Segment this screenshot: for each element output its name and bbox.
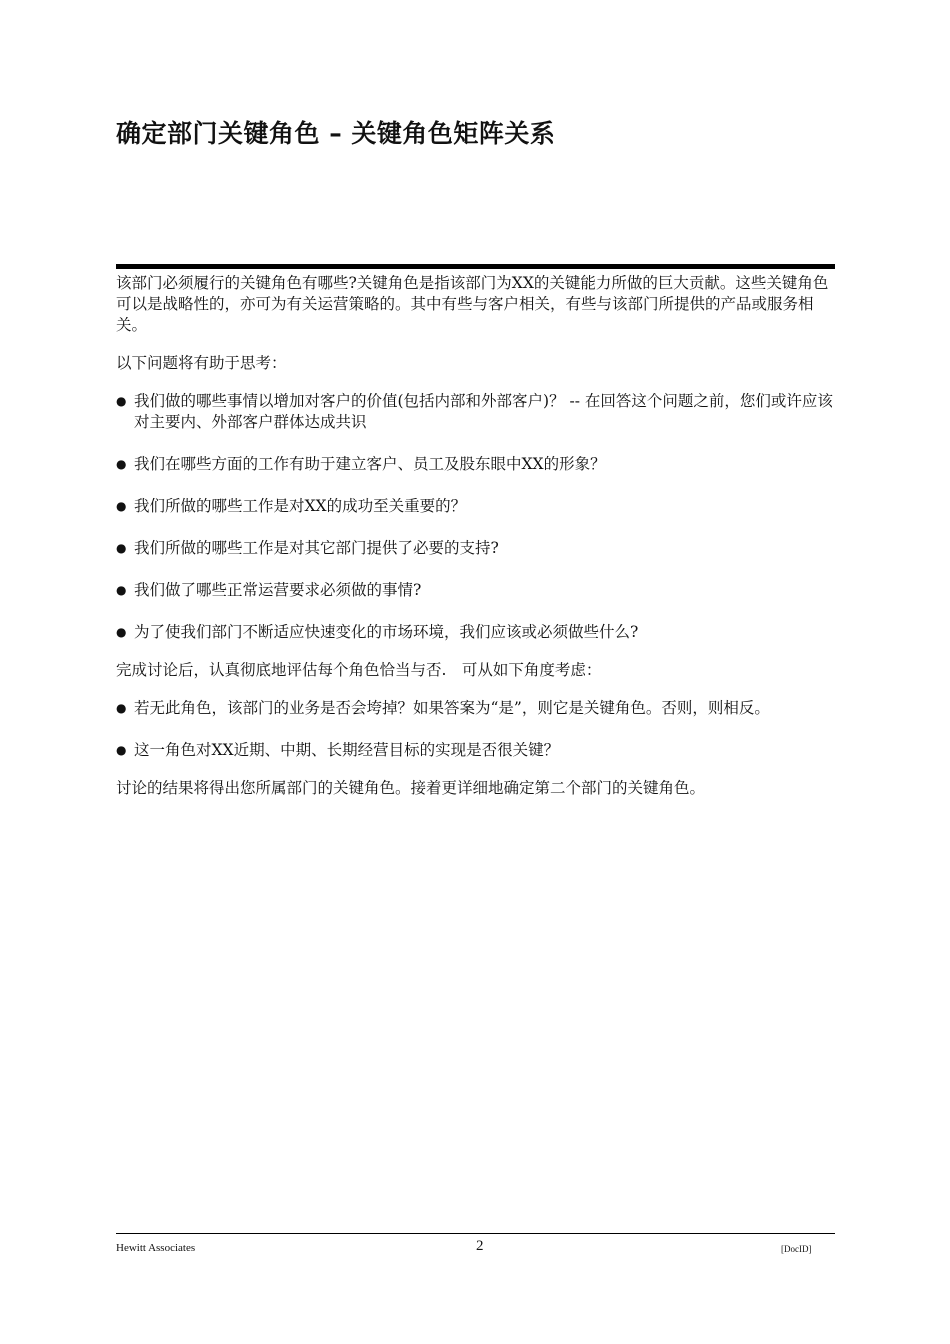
after-discussion-paragraph: 完成讨论后，认真彻底地评估每个角色恰当与否. 可从如下角度考虑：: [116, 661, 602, 679]
question-text: 我们做的哪些事情以增加对客户的价值(包括内部和外部客户)？ -- 在回答这个问题之前，您们或许应该对主要内、外部客户群体达成共识: [134, 392, 833, 431]
footer-company: Hewitt Associates: [116, 1242, 196, 1254]
bullet-icon: ●: [116, 583, 127, 597]
footer-doc-id: [DocID]: [781, 1244, 812, 1254]
list-item: [116, 580, 838, 601]
intro-paragraph: 该部门必须履行的关键角色有哪些?关键角色是指该部门为XX的关键能力所做的巨大贡献。这些关键角色可以是战略性的，亦可为有关运营策略的。其中有些与客户相关，有些与该部门所提供的产品或服务相关。: [116, 274, 829, 334]
list-item: [116, 622, 838, 643]
question-text: 为了使我们部门不断适应快速变化的市场环境，我们应该或必须做些什么?: [134, 623, 639, 641]
list-item: [116, 698, 838, 719]
title-divider: [116, 264, 835, 269]
list-item: [116, 496, 838, 517]
bullet-icon: ●: [116, 701, 127, 715]
page-title: 确定部门关键角色 – 关键角色矩阵关系: [116, 119, 556, 148]
bullet-icon: ●: [116, 499, 127, 513]
page-number: 2: [476, 1238, 484, 1254]
question-list: [116, 391, 838, 643]
document-body: [116, 273, 838, 816]
bullet-icon: ●: [116, 457, 127, 471]
bullet-icon: ●: [116, 394, 127, 408]
question-text: 我们在哪些方面的工作有助于建立客户、员工及股东眼中XX的形象？: [134, 455, 606, 473]
prompt-paragraph: 以下问题将有助于思考：: [116, 354, 287, 372]
bullet-icon: ●: [116, 743, 127, 757]
bullet-icon: ●: [116, 625, 127, 639]
question-text: 我们所做的哪些工作是对XX的成功至关重要的？: [134, 497, 467, 515]
bullet-icon: ●: [116, 541, 127, 555]
conclusion-paragraph: 讨论的结果将得出您所属部门的关键角色。接着更详细地确定第二个部门的关键角色。: [116, 779, 706, 797]
question-text: 我们所做的哪些工作是对其它部门提供了必要的支持?: [134, 539, 499, 557]
list-item: [116, 454, 838, 475]
question-text: 我们做了哪些正常运营要求必须做的事情?: [134, 581, 422, 599]
criteria-text: 若无此角色，该部门的业务是否会垮掉？如果答案为“是”，则它是关键角色。否则，则相反。: [134, 699, 770, 717]
criteria-list: [116, 698, 838, 761]
list-item: [116, 740, 838, 761]
list-item: [116, 391, 838, 433]
list-item: [116, 538, 838, 559]
criteria-text: 这一角色对XX近期、中期、长期经营目标的实现是否很关键？: [134, 741, 560, 759]
footer-divider: [116, 1233, 835, 1234]
